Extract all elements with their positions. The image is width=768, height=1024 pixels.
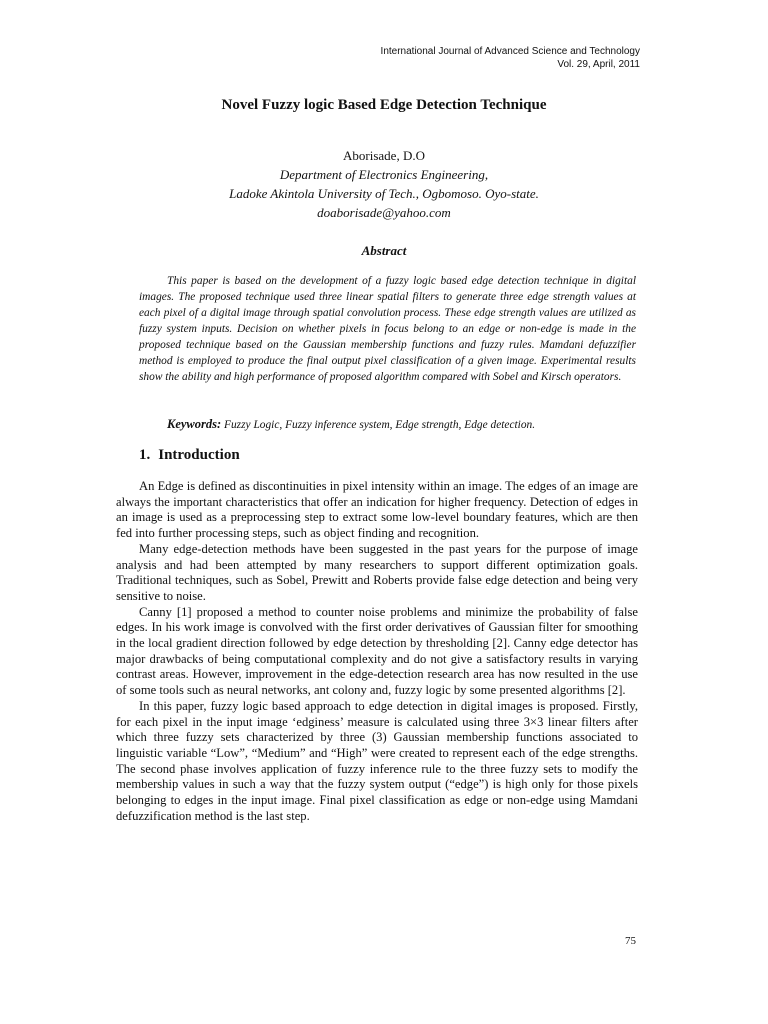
section-title: Introduction xyxy=(158,447,240,463)
paragraph: Many edge-detection methods have been suggested in the past years for the purpose of image analysis and had been attempted by many researchers to support different optimization goals. Traditional techniques, such as Sobel, Prewitt and Roberts provide false edge detection and being very sensitive to noise. xyxy=(116,541,638,603)
introduction-body xyxy=(116,479,638,824)
section-heading-introduction xyxy=(139,447,240,464)
paragraph: In this paper, fuzzy logic based approach to edge detection in digital images is proposed. Firstly, for each pixel in the input image ‘edginess’ measure is calculated using three 3×3 linear filters after which three fuzzy sets characterized by three (3) Gaussian membership functions associated to linguistic variable “Low”, “Medium” and “High” were created to represent each of the edge strengths. The second phase involves application of fuzzy inference rule to the three fuzzy sets to modify the membership values in such a way that the fuzzy system output (“edge”) is high only for those pixels belonging to edges in the input image. Final pixel classification as edge or non-edge using Mamdani defuzzification method is the last step. xyxy=(116,698,638,823)
author-university: Ladoke Akintola University of Tech., Ogbomoso. Oyo-state. xyxy=(229,186,539,201)
keywords-text: Fuzzy Logic, Fuzzy inference system, Edge strength, Edge detection. xyxy=(224,419,536,431)
page-number: 75 xyxy=(625,935,636,947)
author-block xyxy=(0,146,768,222)
journal-volume: Vol. 29, April, 2011 xyxy=(557,59,640,70)
keywords xyxy=(139,416,636,433)
section-number: 1. xyxy=(139,447,151,463)
paragraph: An Edge is defined as discontinuities in pixel intensity within an image. The edges of an image are always the important characteristics that offer an indication for higher frequency. Detection of edges in an image is used as a preprocessing step to extract some low-level boundary features, which are then fed into further processing steps, such as object finding and recognition. xyxy=(116,479,638,541)
running-header xyxy=(381,45,640,71)
author-department: Department of Electronics Engineering, xyxy=(279,167,489,182)
paragraph: Canny [1] proposed a method to counter noise problems and minimize the probability of false edges. In his work image is convolved with the first order derivatives of Gaussian filter for smoothing in the local gradient direction followed by edge detection by thresholding [2]. Canny edge detector has major drawbacks of being computational complexity and do not give a satisfactory results in varying contrast areas. However, improvement in the edge-detection research area has now resulted in the use of some tools such as neural networks, ant colony and, fuzzy logic by some presented algorithms [2]. xyxy=(116,604,638,698)
journal-name: International Journal of Advanced Science and Technology xyxy=(380,46,640,57)
author-email: doaborisade@yahoo.com xyxy=(317,205,451,220)
keywords-label: Keywords: xyxy=(167,417,222,431)
author-name: Aborisade, D.O xyxy=(343,148,425,163)
abstract-text: This paper is based on the development of a fuzzy logic based edge detection technique in digital images. The proposed technique used three linear spatial filters to generate three edge strength values at each pixel of a digital image through spatial convolution process. These edge strength values are utilized as fuzzy system inputs. Decision on whether pixels in focus belong to an edge or non-edge is made in the proposed technique based on the Gaussian membership functions and fuzzy rules. Mamdani defuzzifier method is employed to produce the final output pixel classification of a given image. Experimental results show the ability and high performance of proposed algorithm compared with Sobel and Kirsch operators. xyxy=(139,275,636,383)
abstract-heading: Abstract xyxy=(361,243,407,258)
paper-title: Novel Fuzzy logic Based Edge Detection Technique xyxy=(221,97,547,113)
